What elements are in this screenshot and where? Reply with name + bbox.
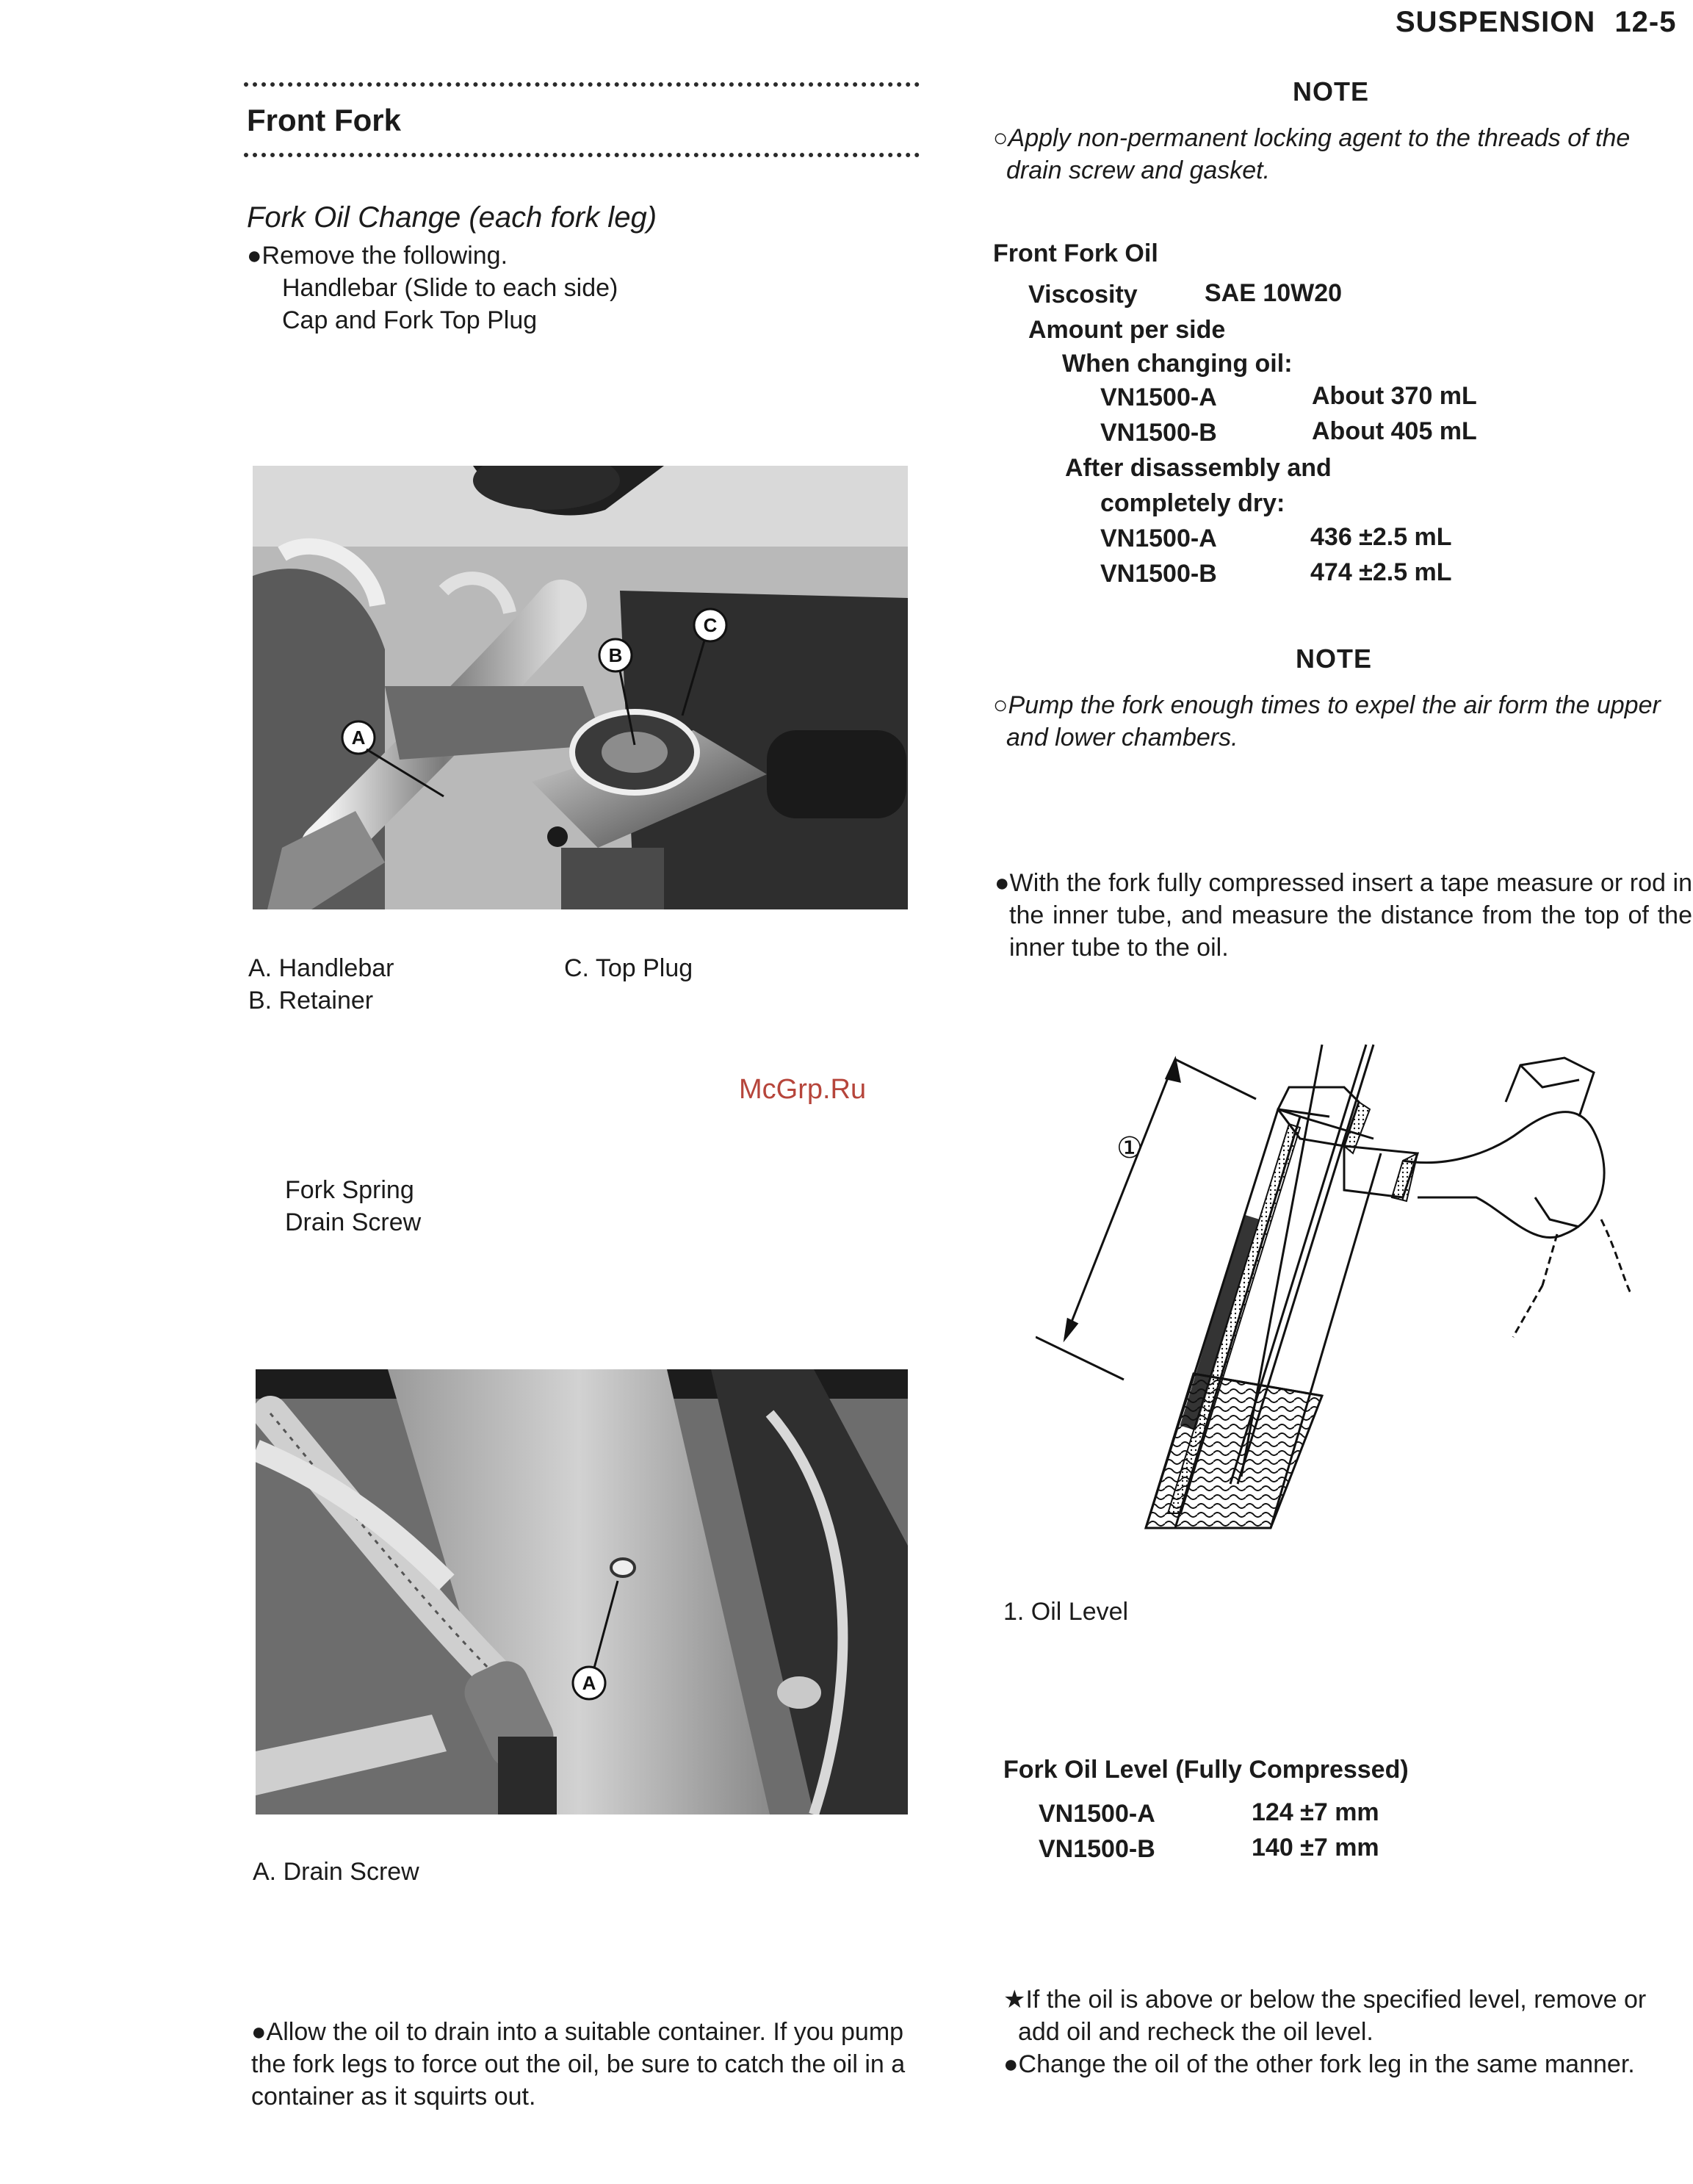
- subsection-heading: Fork Oil Change (each fork leg): [247, 201, 657, 234]
- photo-drain-screw: [256, 1369, 908, 1814]
- callout-b: B: [608, 644, 623, 666]
- dry-model-a: VN1500-A: [1100, 525, 1217, 552]
- viscosity-value: SAE 10W20: [1205, 279, 1343, 307]
- fig1-caption-c: C. Top Plug: [564, 954, 693, 982]
- front-fork-oil-title: Front Fork Oil: [993, 239, 1158, 267]
- diagram-callout-1: ①: [1116, 1131, 1143, 1165]
- changing-value-a: About 370 mL: [1312, 382, 1477, 410]
- dry-model-b: VN1500-B: [1100, 560, 1217, 588]
- dry-label-2: completely dry:: [1100, 489, 1285, 517]
- note2-text: ○Pump the fork enough times to expel the air form the upper and lower chambers.: [993, 691, 1661, 752]
- viscosity-label: Viscosity: [1028, 281, 1138, 309]
- oil-level-diagram: [1036, 1043, 1631, 1543]
- running-header: [1396, 6, 1676, 39]
- dry-value-a: 436 ±2.5 mL: [1310, 523, 1452, 551]
- section-heading: Front Fork: [247, 103, 401, 137]
- photo-handlebar-retainer-topplug: [253, 466, 908, 909]
- step-change-other: ●Change the oil of the other fork leg in the same manner.: [1003, 2050, 1635, 2078]
- rule-top: [244, 82, 920, 87]
- remove-item-fork-spring: Fork Spring: [285, 1176, 414, 1204]
- fig1-caption-a: A. Handlebar: [248, 954, 394, 982]
- page-number: 12-5: [1614, 6, 1677, 38]
- remove-item-topplug: Cap and Fork Top Plug: [282, 306, 538, 334]
- remove-item-drain-screw: Drain Screw: [285, 1208, 422, 1236]
- level-value-a: 124 ±7 mm: [1252, 1798, 1379, 1826]
- level-model-b: VN1500-B: [1039, 1835, 1155, 1863]
- changing-model-b: VN1500-B: [1100, 419, 1217, 447]
- note2-title: NOTE: [1296, 644, 1373, 674]
- callout-a: A: [351, 727, 366, 749]
- note1-text: ○Apply non-permanent locking agent to the threads of the drain screw and gasket.: [993, 124, 1631, 184]
- callout-drain-a: A: [582, 1672, 596, 1694]
- step-drain: ●Allow the oil to drain into a suitable container. If you pump the fork legs to force out the oil, be sure to catch the oil in a container as it squirts out.: [251, 2018, 906, 2111]
- level-value-b: 140 ±7 mm: [1252, 1834, 1379, 1862]
- section-title: SUSPENSION: [1396, 6, 1596, 38]
- step-measure: ●With the fork fully compressed insert a tape measure or rod in the inner tube, and measure the distance from the top of the inner tube to the oil.: [994, 869, 1692, 962]
- changing-label: When changing oil:: [1062, 350, 1293, 378]
- step-if-level: ★If the oil is above or below the specified level, remove or add oil and recheck the oil level.: [1003, 1986, 1647, 2046]
- changing-model-a: VN1500-A: [1100, 383, 1217, 411]
- oil-level-drawing: [1036, 1043, 1631, 1543]
- photo-1-illustration: [253, 466, 908, 909]
- note1-title: NOTE: [1293, 76, 1370, 107]
- fig1-caption-b: B. Retainer: [248, 987, 374, 1014]
- level-model-a: VN1500-A: [1039, 1800, 1155, 1828]
- oil-level-title: Fork Oil Level (Fully Compressed): [1003, 1756, 1409, 1784]
- changing-value-b: About 405 mL: [1312, 417, 1477, 445]
- rule-bottom: [244, 153, 920, 157]
- amount-label: Amount per side: [1028, 316, 1226, 344]
- dry-label-1: After disassembly and: [1065, 454, 1332, 482]
- fig3-caption: 1. Oil Level: [1003, 1598, 1129, 1626]
- photo-2-illustration: [256, 1369, 908, 1814]
- fig2-caption: A. Drain Screw: [253, 1858, 419, 1886]
- step-remove: ●Remove the following.: [247, 242, 508, 270]
- watermark: McGrp.Ru: [739, 1074, 867, 1105]
- remove-item-handlebar: Handlebar (Slide to each side): [282, 274, 618, 302]
- callout-c: C: [703, 614, 718, 636]
- dry-value-b: 474 ±2.5 mL: [1310, 558, 1452, 586]
